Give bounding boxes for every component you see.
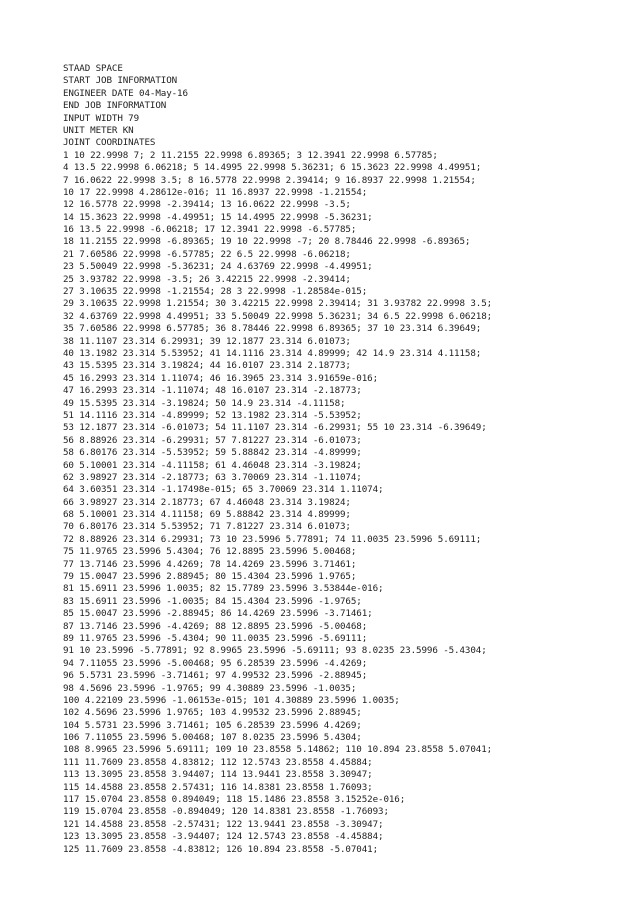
text-line: 7 16.0622 22.9998 3.5; 8 16.5778 22.9998 2.39414; 9 16.8937 22.9998 1.21554; bbox=[63, 174, 476, 186]
text-line: 98 4.5696 23.5996 -1.9765; 99 4.30889 23.5996 -1.0035; bbox=[63, 682, 357, 694]
text-line: 77 13.7146 23.5996 4.4269; 78 14.4269 23.5996 3.71461; bbox=[63, 558, 357, 570]
text-line: 38 11.1107 23.314 6.29931; 39 12.1877 23.314 6.01073; bbox=[63, 335, 351, 347]
text-line: 68 5.10001 23.314 4.11158; 69 5.88842 23.314 4.89999; bbox=[63, 509, 351, 521]
text-line: 49 15.5395 23.314 -3.19824; 50 14.9 23.314 -4.11158; bbox=[63, 397, 346, 409]
text-line: 10 17 22.9998 4.28612e-016; 11 16.8937 22.9998 -1.21554; bbox=[63, 186, 368, 198]
text-line: 108 8.9965 23.5996 5.69111; 109 10 23.8558 5.14862; 110 10.894 23.8558 5.07041; bbox=[63, 744, 493, 756]
text-line: 115 14.4588 23.8558 2.57431; 116 14.8381 23.8558 1.76093; bbox=[63, 781, 373, 793]
text-line: 123 13.3095 23.8558 -3.94407; 124 12.5743 23.8558 -4.45884; bbox=[63, 831, 384, 843]
text-line: 21 7.60586 22.9998 -6.57785; 22 6.5 22.9998 -6.06218; bbox=[63, 248, 351, 260]
text-line: 111 11.7609 23.8558 4.83812; 112 12.5743 23.8558 4.45884; bbox=[63, 756, 373, 768]
text-line: END JOB INFORMATION bbox=[63, 100, 167, 112]
text-line: 62 3.98927 23.314 -2.18773; 63 3.70069 23.314 -1.11074; bbox=[63, 471, 362, 483]
text-line: 66 3.98927 23.314 2.18773; 67 4.46048 23.314 3.19824; bbox=[63, 496, 351, 508]
text-line: 53 12.1877 23.314 -6.01073; 54 11.1107 23.314 -6.29931; 55 10 23.314 -6.39649; bbox=[63, 422, 487, 434]
text-line: 58 6.80176 23.314 -5.53952; 59 5.88842 23.314 -4.89999; bbox=[63, 447, 362, 459]
text-line: 91 10 23.5996 -5.77891; 92 8.9965 23.5996 -5.69111; 93 8.0235 23.5996 -5.4304; bbox=[63, 645, 487, 657]
text-line: 104 5.5731 23.5996 3.71461; 105 6.28539 23.5996 4.4269; bbox=[63, 719, 362, 731]
text-line: 25 3.93782 22.9998 -3.5; 26 3.42215 22.9998 -2.39414; bbox=[63, 273, 351, 285]
text-line: 100 4.22109 23.5996 -1.06153e-015; 101 4.30889 23.5996 1.0035; bbox=[63, 694, 400, 706]
text-line: 117 15.0704 23.8558 0.894049; 118 15.1486 23.8558 3.15252e-016; bbox=[63, 794, 406, 806]
text-line: 102 4.5696 23.5996 1.9765; 103 4.99532 23.5996 2.88945; bbox=[63, 707, 362, 719]
text-line: 121 14.4588 23.8558 -2.57431; 122 13.9441 23.8558 -3.30947; bbox=[63, 818, 384, 830]
text-line: 23 5.50049 22.9998 -5.36231; 24 4.63769 22.9998 -4.49951; bbox=[63, 261, 373, 273]
text-line: 72 8.88926 23.314 6.29931; 73 10 23.5996 5.77891; 74 11.0035 23.5996 5.69111; bbox=[63, 533, 482, 545]
text-line: 47 16.2993 23.314 -1.11074; 48 16.0107 23.314 -2.18773; bbox=[63, 385, 362, 397]
text-line: 85 15.0047 23.5996 -2.88945; 86 14.4269 23.5996 -3.71461; bbox=[63, 608, 373, 620]
text-line: 35 7.60586 22.9998 6.57785; 36 8.78446 22.9998 6.89365; 37 10 23.314 6.39649; bbox=[63, 323, 482, 335]
text-line: 83 15.6911 23.5996 -1.0035; 84 15.4304 23.5996 -1.9765; bbox=[63, 595, 362, 607]
text-line: 60 5.10001 23.314 -4.11158; 61 4.46048 23.314 -3.19824; bbox=[63, 459, 362, 471]
text-line: 4 13.5 22.9998 6.06218; 5 14.4995 22.9998 5.36231; 6 15.3623 22.9998 4.49951; bbox=[63, 162, 482, 174]
text-line: 125 11.7609 23.8558 -4.83812; 126 10.894 23.8558 -5.07041; bbox=[63, 843, 379, 855]
text-line: 106 7.11055 23.5996 5.00468; 107 8.0235 23.5996 5.4304; bbox=[63, 732, 362, 744]
text-line: 119 15.0704 23.8558 -0.894049; 120 14.8381 23.8558 -1.76093; bbox=[63, 806, 389, 818]
text-line: 87 13.7146 23.5996 -4.4269; 88 12.8895 23.5996 -5.00468; bbox=[63, 620, 368, 632]
text-line: 45 16.2993 23.314 1.11074; 46 16.3965 23.314 3.91659e-016; bbox=[63, 372, 379, 384]
text-line: 1 10 22.9998 7; 2 11.2155 22.9998 6.89365; 3 12.3941 22.9998 6.57785; bbox=[63, 149, 438, 161]
text-line: 14 15.3623 22.9998 -4.49951; 15 14.4995 22.9998 -5.36231; bbox=[63, 211, 373, 223]
text-line: 113 13.3095 23.8558 3.94407; 114 13.9441 23.8558 3.30947; bbox=[63, 769, 373, 781]
text-line: 51 14.1116 23.314 -4.89999; 52 13.1982 23.314 -5.53952; bbox=[63, 409, 362, 421]
text-line: 40 13.1982 23.314 5.53952; 41 14.1116 23.314 4.89999; 42 14.9 23.314 4.11158; bbox=[63, 347, 482, 359]
text-line: START JOB INFORMATION bbox=[63, 75, 178, 87]
text-line: 27 3.10635 22.9998 -1.21554; 28 3 22.9998 -1.28584e-015; bbox=[63, 286, 368, 298]
text-line: 32 4.63769 22.9998 4.49951; 33 5.50049 22.9998 5.36231; 34 6.5 22.9998 6.06218; bbox=[63, 310, 493, 322]
text-line: 16 13.5 22.9998 -6.06218; 17 12.3941 22.9998 -6.57785; bbox=[63, 224, 357, 236]
text-line: 75 11.9765 23.5996 5.4304; 76 12.8895 23.5996 5.00468; bbox=[63, 546, 357, 558]
staad-input-listing bbox=[63, 63, 623, 856]
text-line: 70 6.80176 23.314 5.53952; 71 7.81227 23.314 6.01073; bbox=[63, 521, 351, 533]
text-line: UNIT METER KN bbox=[63, 124, 134, 136]
text-line: 96 5.5731 23.5996 -3.71461; 97 4.99532 23.5996 -2.88945; bbox=[63, 670, 368, 682]
text-line: INPUT WIDTH 79 bbox=[63, 112, 140, 124]
text-line: ENGINEER DATE 04-May-16 bbox=[63, 87, 188, 99]
text-line: 29 3.10635 22.9998 1.21554; 30 3.42215 22.9998 2.39414; 31 3.93782 22.9998 3.5; bbox=[63, 298, 493, 310]
text-line: 12 16.5778 22.9998 -2.39414; 13 16.0622 22.9998 -3.5; bbox=[63, 199, 351, 211]
text-line: 64 3.60351 23.314 -1.17498e-015; 65 3.70069 23.314 1.11074; bbox=[63, 484, 384, 496]
text-line: 56 8.88926 23.314 -6.29931; 57 7.81227 23.314 -6.01073; bbox=[63, 434, 362, 446]
text-line: JOINT COORDINATES bbox=[63, 137, 156, 149]
text-line: 94 7.11055 23.5996 -5.00468; 95 6.28539 23.5996 -4.4269; bbox=[63, 657, 368, 669]
text-line: 18 11.2155 22.9998 -6.89365; 19 10 22.9998 -7; 20 8.78446 22.9998 -6.89365; bbox=[63, 236, 471, 248]
text-line: 43 15.5395 23.314 3.19824; 44 16.0107 23.314 2.18773; bbox=[63, 360, 351, 372]
text-line: 89 11.9765 23.5996 -5.4304; 90 11.0035 23.5996 -5.69111; bbox=[63, 632, 368, 644]
text-line: 79 15.0047 23.5996 2.88945; 80 15.4304 23.5996 1.9765; bbox=[63, 571, 357, 583]
text-line: STAAD SPACE bbox=[63, 63, 123, 74]
text-line: 81 15.6911 23.5996 1.0035; 82 15.7789 23.5996 3.53844e-016; bbox=[63, 583, 384, 595]
